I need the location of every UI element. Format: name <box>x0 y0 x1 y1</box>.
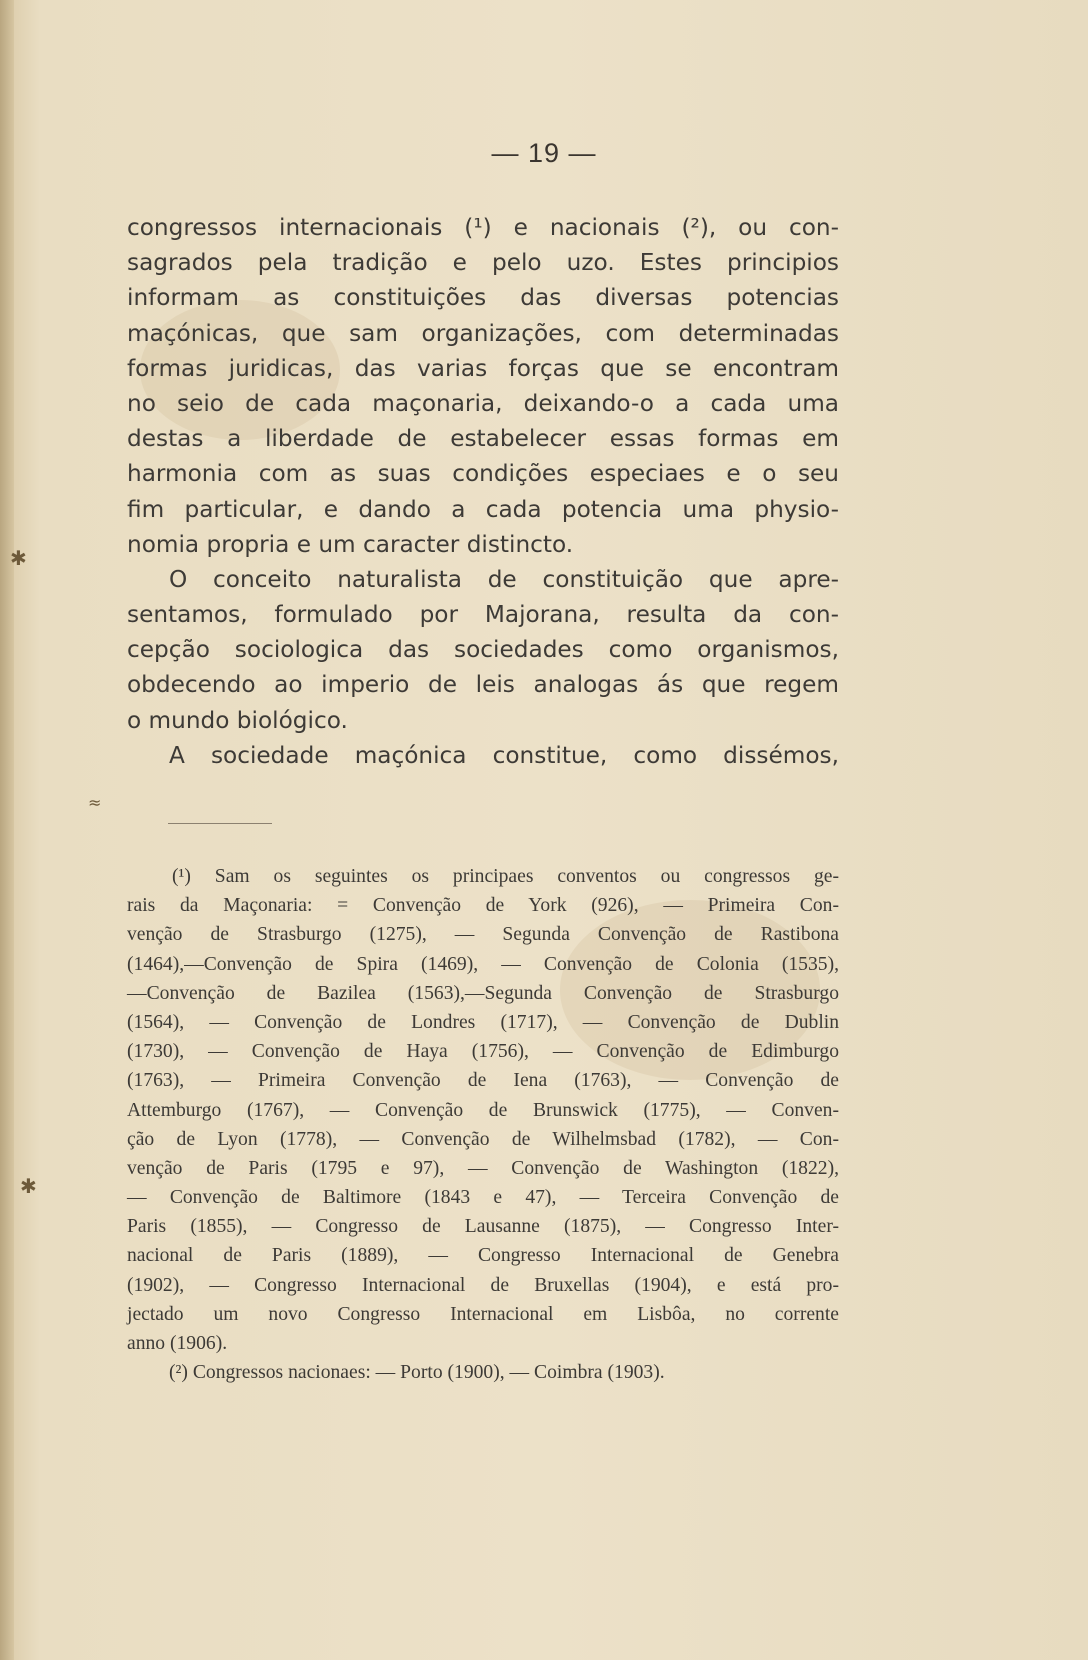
footnote-line: nacional de Paris (1889), — Congresso Internacional de Genebra <box>127 1245 839 1267</box>
footnote-line: venção de Strasburgo (1275), — Segunda Convenção de Rastibona <box>127 924 839 946</box>
text-line: cepção sociologica das sociedades como organismos, <box>127 636 839 664</box>
main-text <box>127 210 839 773</box>
footnotes <box>127 862 839 1387</box>
footnote-line: — Convenção de Baltimore (1843 e 47), — Terceira Convenção de <box>127 1187 839 1209</box>
footnote-line: (1564), — Convenção de Londres (1717), — Convenção de Dublin <box>127 1011 839 1033</box>
text-line: o mundo biológico. <box>127 706 348 734</box>
footnote-line: (¹) Sam os seguintes os principaes conventos ou congressos ge- <box>172 866 839 887</box>
text-line: nomia propria e um caracter distincto. <box>127 530 574 558</box>
footnote-line: (1464),—Convenção de Spira (1469), — Convenção de Colonia (1535), <box>127 953 839 975</box>
text-line: harmonia com as suas condições especiaes e o seu <box>127 460 839 488</box>
footnote-line: jectado um novo Congresso Internacional em Lisbôa, no corrente <box>127 1303 839 1325</box>
footnote-line: Attemburgo (1767), — Convenção de Brunswick (1775), — Conven- <box>127 1099 839 1121</box>
footnote-line: ção de Lyon (1778), — Convenção de Wilhelmsbad (1782), — Con- <box>127 1128 839 1150</box>
text-line: no seio de cada maçonaria, deixando-o a cada uma <box>127 389 839 417</box>
footnote-line: —Convenção de Bazilea (1563),—Segunda Convenção de Strasburgo <box>127 982 839 1004</box>
footnote-line: Paris (1855), — Congresso de Lausanne (1875), — Congresso Inter- <box>127 1216 839 1238</box>
insect-mark-icon: ✱ <box>20 1174 37 1198</box>
page-number: — 19 — <box>491 138 597 168</box>
insect-mark-icon: ≈ <box>88 793 102 812</box>
text-line: O conceito naturalista de constituição que apre- <box>169 565 839 593</box>
text-line: destas a liberdade de estabelecer essas formas em <box>127 425 839 453</box>
text-line: formas juridicas, das varias forças que se encontram <box>127 354 839 382</box>
footnote-line: rais da Maçonaria: = Convenção de York (926), — Primeira Con- <box>127 895 839 917</box>
page-binding-edge <box>0 0 14 1660</box>
footnote-line: (²) Congressos nacionaes: — Porto (1900), — Coimbra (1903). <box>169 1362 665 1384</box>
footnote-divider <box>168 823 272 824</box>
text-line: A sociedade maçónica constitue, como dissémos, <box>169 741 839 769</box>
footnote-line: (1763), — Primeira Convenção de Iena (1763), — Convenção de <box>127 1070 839 1092</box>
text-line: congressos internacionais (¹) e nacionais (²), ou con- <box>127 214 839 241</box>
text-line: obdecendo ao imperio de leis analogas ás que regem <box>127 671 839 699</box>
text-line: maçónicas, que sam organizações, com determinadas <box>127 319 839 347</box>
insect-mark-icon: ✱ <box>10 546 27 570</box>
footnote-line: (1730), — Convenção de Haya (1756), — Convenção de Edimburgo <box>127 1041 839 1063</box>
text-line: sentamos, formulado por Majorana, resulta da con- <box>127 601 839 629</box>
text-line: fim particular, e dando a cada potencia uma physio- <box>127 495 839 523</box>
text-line: informam as constituições das diversas potencias <box>127 284 839 312</box>
footnote-line: venção de Paris (1795 e 97), — Convenção de Washington (1822), <box>127 1157 839 1179</box>
footnote-line: (1902), — Congresso Internacional de Bruxellas (1904), e está pro- <box>127 1274 839 1296</box>
footnote-line: anno (1906). <box>127 1333 228 1354</box>
text-line: sagrados pela tradição e pelo uzo. Estes principios <box>127 249 839 277</box>
